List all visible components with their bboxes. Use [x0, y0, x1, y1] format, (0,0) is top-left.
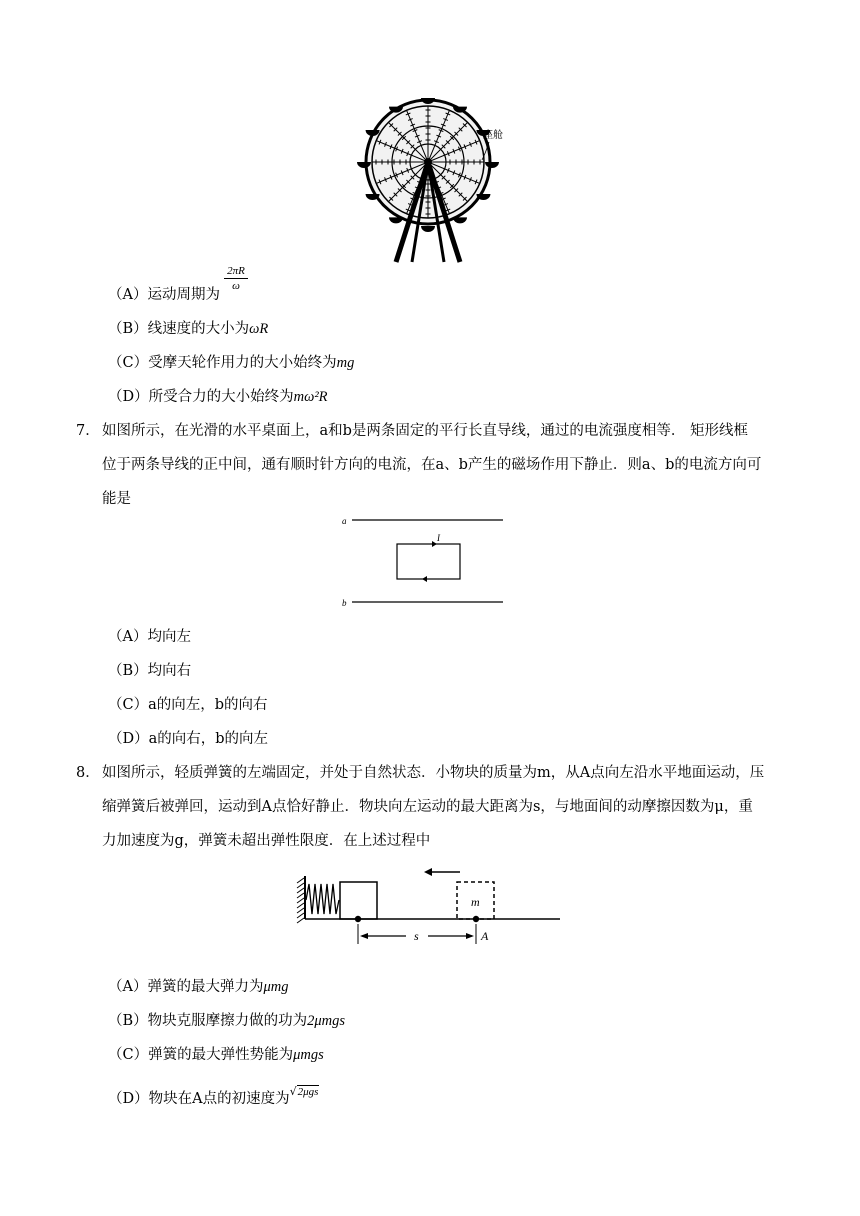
rectangular-loop: [397, 544, 460, 579]
option-math: ωR: [249, 321, 269, 337]
q8-option-b: （B）物块克服摩擦力做的功为2μmgs: [108, 1013, 346, 1029]
wire-b-label: b: [342, 598, 347, 608]
q7-option-c: （C）a的向左，b的向右: [108, 697, 268, 713]
spring: [306, 884, 339, 914]
q8-stem-line2: 缩弹簧后被弹回，运动到A点恰好静止．物块向左运动的最大距离为s，与地面间的动摩擦因数为μ，重: [102, 799, 753, 815]
q6-option-a: （A）运动周期为: [108, 287, 220, 303]
q7-stem-line3: 能是: [102, 491, 131, 507]
option-math: mω²R: [293, 389, 328, 405]
wires-loop-figure: [0, 510, 860, 610]
arrow-left-icon: [424, 868, 432, 876]
fraction-denominator: ω: [232, 280, 240, 292]
sqrt-expression: √2μgs: [289, 1085, 319, 1098]
cabin-icon: [389, 217, 403, 223]
wall-hatch: [297, 913, 304, 918]
q8-option-a: （A）弹簧的最大弹力为μmg: [108, 979, 289, 995]
q7-stem-line1: 如图所示，在光滑的水平桌面上，a和b是两条固定的平行长直导线，通过的电流强度相等． 矩形线框: [102, 423, 749, 439]
q7-option-d: （D）a的向右，b的向左: [108, 731, 269, 747]
q8-number: 8．: [76, 765, 100, 781]
q8-stem-line3: 力加速度为g，弹簧未超出弹性限度．在上述过程中: [102, 833, 431, 849]
arrow-left-icon: [422, 576, 427, 582]
spring-block-figure: [0, 862, 860, 952]
option-math: mg: [336, 355, 355, 371]
block-compressed: [340, 882, 377, 919]
option-math: 2μmgs: [307, 1013, 346, 1029]
q6-option-b: （B）线速度的大小为ωR: [108, 321, 269, 337]
fraction-numerator: 2πR: [224, 264, 248, 279]
current-label: I: [437, 533, 440, 543]
q8-option-c: （C）弹簧的最大弹性势能为μmgs: [108, 1047, 324, 1063]
option-math: μmg: [263, 979, 289, 995]
cabin-label: 座舱: [483, 130, 503, 141]
wire-a-label: a: [342, 516, 347, 526]
wall-hatch: [297, 903, 304, 908]
wall-hatch: [297, 898, 304, 903]
q6-option-d: （D）所受合力的大小始终为mω²R: [108, 389, 328, 405]
wall-hatch: [297, 908, 304, 913]
q7-option-a: （A）均向左: [108, 629, 191, 645]
q8-stem-line1: 如图所示，轻质弹簧的左端固定，并处于自然状态．小物块的质量为m，从A点向左沿水平地面运动，压: [102, 765, 765, 781]
ferris-wheel-figure: [0, 0, 860, 270]
wall-hatch: [297, 878, 304, 883]
q7-number: 7．: [76, 423, 100, 439]
q8-option-d: （D）物块在A点的初速度为√2μgs: [108, 1089, 319, 1110]
wall-hatch: [297, 888, 304, 893]
cabin-icon: [453, 217, 467, 223]
option-math: μmgs: [293, 1047, 324, 1063]
wall-hatch: [297, 893, 304, 898]
wall-hatch: [297, 918, 304, 923]
point-a-label: A: [481, 929, 489, 943]
mass-label: m: [471, 895, 480, 909]
distance-label: s: [414, 929, 419, 943]
wall-hatch: [297, 883, 304, 888]
q6-option-a-fraction: [224, 264, 248, 293]
q6-option-c: （C）受摩天轮作用力的大小始终为mg: [108, 355, 355, 371]
q7-option-b: （B）均向右: [108, 663, 192, 679]
cabin-icon: [421, 226, 435, 232]
q7-stem-line2: 位于两条导线的正中间，通有顺时针方向的电流，在a、b产生的磁场作用下静止．则a、b的电流方向可: [102, 457, 762, 473]
